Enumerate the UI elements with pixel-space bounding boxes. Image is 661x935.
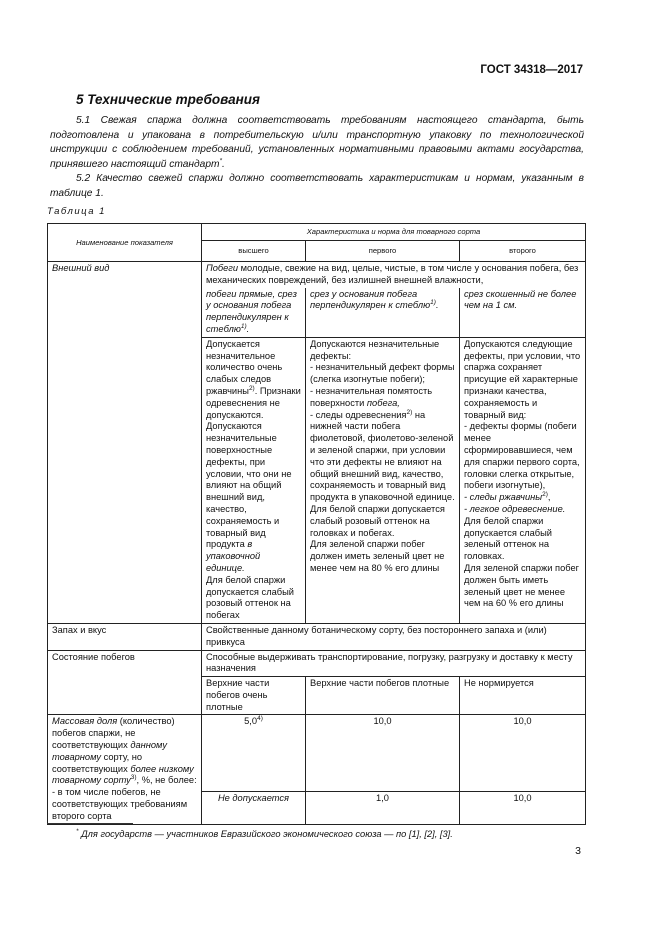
row-label-condition: Состояние побегов [48, 650, 202, 715]
smell-all-grades: Свойственные данному ботаническому сорту, без постороннего запаха и (или) привкуса [202, 623, 586, 650]
condition-first: Верхние части побегов плотные [306, 677, 460, 715]
condition-all-grades: Способные выдерживать транспортирование, погрузку, разгрузку и доставку к месту назначения [202, 650, 586, 677]
mass-lower-second: 10,0 [460, 791, 586, 824]
row-label-mass: Массовая доля (количество) побегов спаржи, не соответствующих данному товарному сорту, но соответствующих более низкому товарному сорту$^{3)}$, %, не более: - в том числе побегов, не соответствующих требованиям второго сорта [48, 715, 202, 824]
row-label-smell: Запах и вкус [48, 623, 202, 650]
appearance-defects-second: Допускаются следующие дефекты, при условии, что спаржа сохраняет присущие ей характерные признаки качества, сохраняемость и товарный вид: - дефекты формы (побеги менее сформировавшиеся, чем для спаржи первого сорта, головки слегка открытые, побеги изогнутые), - следы ржавчины$^{2)}$, - легкое одревеснение. Для белой спаржи допускается слабый зеленый оттенок на головках. Для зеленой спаржи побег должен быть иметь зеленый цвет не менее чем на 60 % его длины [460, 337, 586, 623]
section-title: 5 Технические требования [76, 92, 260, 107]
table-row [48, 623, 586, 650]
footnote: * Для государств — участников Евразийского экономического союза — по [1], [2], [3]. [76, 827, 453, 839]
appearance-cut-first: срез у основания побега перпендикулярен к стеблю$^{1)}$. [306, 288, 460, 338]
mass-value-first: 10,0 [306, 715, 460, 791]
header-grade-group: Характеристика и норма для товарного сорта [202, 224, 586, 241]
page-number: 3 [575, 845, 581, 857]
appearance-cut-second: срез скошенный не более чем на 1 см. [460, 288, 586, 338]
appearance-defects-first: Допускаются незначительные дефекты: - незначительный дефект формы (слегка изогнутые побеги); - незначительная помятость поверхности побега, - следы одревеснения$^{2)}$ на нижней части побега фиолетовой, фиолетово-зеленой и зеленой спаржи, при условии что эти дефекты не влияют на общий внешний вид, качество, сохраняемость и товарный вид продукта в упаковочной единице. Для белой спаржи допускается слабый розовый оттенок на головках и побегах. Для зеленой спаржи побег должен иметь зеленый цвет не менее чем на 80 % его длины [306, 337, 460, 623]
mass-value-high: 5,0$^{4)}$ [202, 715, 306, 791]
table-row [48, 262, 586, 288]
standard-number: ГОСТ 34318—2017 [480, 64, 583, 76]
paragraph-5-1: 5.1 Свежая спаржа должна соответствовать требованиям настоящего стандарта, быть подготовлена и упакована в потребительскую и/или транспортную упаковку по технологической инструкции с соблюдением требований, установленных нормативными правовыми актами государства, принявшего настоящий стандарт*. [50, 115, 584, 170]
condition-second: Не нормируется [460, 677, 586, 715]
header-grade-high: высшего [202, 241, 306, 262]
footnote-divider [47, 823, 133, 824]
appearance-all-grades: Побеги молодые, свежие на вид, целые, чистые, в том числе у основания побега, без механических повреждений, без излишней внешней влажности, [202, 262, 586, 288]
table-row [48, 715, 586, 791]
table-caption: Таблица 1 [47, 206, 106, 217]
header-grade-first: первого [306, 241, 460, 262]
table-row [48, 650, 586, 677]
mass-lower-high: Не допускается [202, 791, 306, 824]
mass-value-second: 10,0 [460, 715, 586, 791]
appearance-cut-high: побеги прямые, срез у основания побега перпендикулярен к стеблю$^{1)}$. [202, 288, 306, 338]
condition-high: Верхние части побегов очень плотные [202, 677, 306, 715]
mass-lower-first: 1,0 [306, 791, 460, 824]
paragraph-5-2: 5.2 Качество свежей спаржи должно соответствовать характеристикам и нормам, указанным в таблице 1. [50, 173, 584, 199]
quality-table [47, 223, 586, 825]
row-label-appearance: Внешний вид [48, 262, 202, 624]
header-grade-second: второго [460, 241, 586, 262]
appearance-defects-high: Допускается незначительное количество очень слабых следов ржавчины$^{2)}$. Признаки одревеснения не допускаются. Допускаются незначительные поверхностные дефекты, при условии, что они не влияют на общий внешний вид, качество, сохраняемость и товарный вид продукта в упаковочной единице. Для белой спаржи допускается слабый розовый оттенок на побегах [202, 337, 306, 623]
header-indicator-name: Наименование показателя [48, 224, 202, 262]
